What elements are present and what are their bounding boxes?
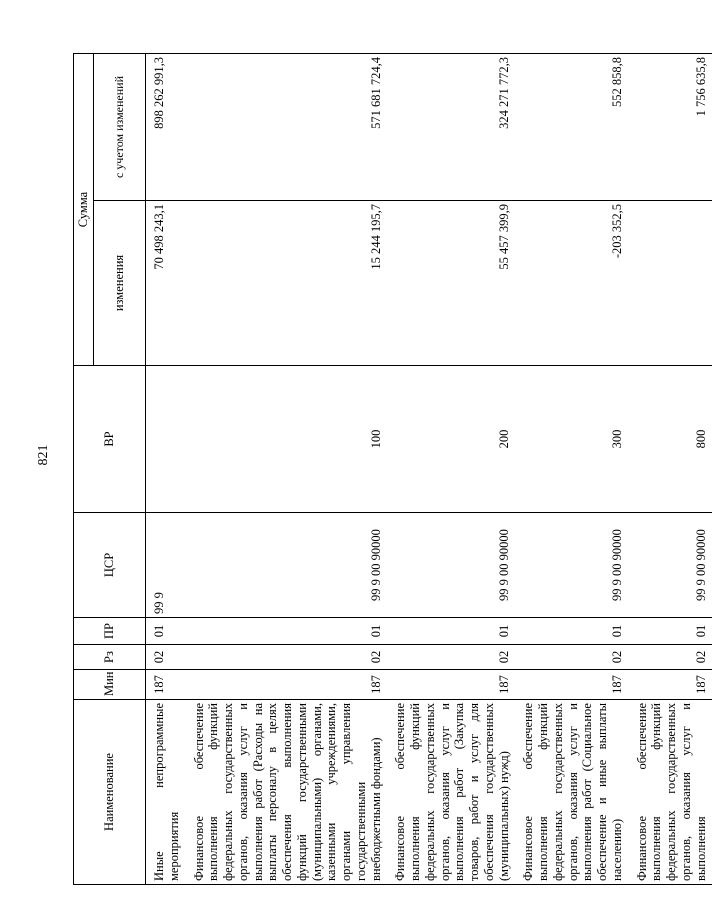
page-number: 821 [36, 444, 51, 466]
row-vr [146, 366, 186, 513]
row-min: 187 [387, 670, 515, 700]
row-with-change: 324 271 772,3 [387, 54, 515, 201]
row-csr: 99 9 [146, 513, 186, 618]
row-pr: 01 [515, 618, 628, 645]
row-change: 70 498 243,1 [146, 201, 186, 366]
rotated-table-container [73, 54, 708, 885]
row-name: Финансовое обеспечение выполнения функций федеральных государственных органов, оказания услуг и выполнения работ (Закупка товаров, работ и услуг для обеспечения государственных (муниципальных) нужд) [387, 700, 515, 885]
row-with-change: 552 858,8 [515, 54, 628, 201]
table-row [515, 54, 628, 885]
row-rz: 02 [515, 645, 628, 670]
table-row [629, 54, 712, 885]
row-min: 187 [629, 670, 712, 700]
rotated-page [73, 54, 708, 885]
row-csr: 99 9 00 90000 [387, 513, 515, 618]
header-sum: Сумма [74, 54, 94, 366]
header-csr: ЦСР [74, 513, 146, 618]
header-name: Наименование [74, 700, 146, 885]
table-body [146, 54, 712, 885]
row-change [629, 201, 712, 366]
header-pr: ПР [74, 618, 146, 645]
row-pr: 01 [387, 618, 515, 645]
row-vr: 200 [387, 366, 515, 513]
row-name: Иные непрограммные мероприятия [146, 700, 186, 885]
row-pr: 01 [186, 618, 388, 645]
row-change: 15 244 195,7 [186, 201, 388, 366]
header-vr: ВР [74, 366, 146, 513]
row-min: 187 [146, 670, 186, 700]
row-pr: 01 [146, 618, 186, 645]
header-with-change: с учетом изменений [94, 54, 146, 201]
row-min: 187 [186, 670, 388, 700]
row-rz: 02 [629, 645, 712, 670]
row-pr: 01 [629, 618, 712, 645]
header-rz: Рз [74, 645, 146, 670]
row-with-change: 1 756 635,8 [629, 54, 712, 201]
row-vr: 800 [629, 366, 712, 513]
row-change: -203 352,5 [515, 201, 628, 366]
table-row [186, 54, 388, 885]
table-header [74, 54, 146, 885]
header-change: изменения [94, 201, 146, 366]
row-with-change: 898 262 991,3 [146, 54, 186, 201]
row-vr: 100 [186, 366, 388, 513]
row-rz: 02 [146, 645, 186, 670]
row-csr: 99 9 00 90000 [629, 513, 712, 618]
row-name: Финансовое обеспечение выполнения функций федеральных государственных органов, оказания услуг и выполнения работ (Социальное обеспечение и иные выплаты населению) [515, 700, 628, 885]
row-csr: 99 9 00 90000 [515, 513, 628, 618]
row-rz: 02 [186, 645, 388, 670]
table-row [146, 54, 186, 885]
row-with-change: 571 681 724,4 [186, 54, 388, 201]
row-rz: 02 [387, 645, 515, 670]
row-name: Финансовое обеспечение выполнения функций федеральных государственных органов, оказания услуг и выполнения [629, 700, 712, 885]
header-min: Мин [74, 670, 146, 700]
row-min: 187 [515, 670, 628, 700]
row-vr: 300 [515, 366, 628, 513]
row-name: Финансовое обеспечение выполнения функций федеральных государственных органов, оказания услуг и выполнения работ (Расходы на выплаты персоналу в целях обеспечения выполнения функций государственными (муниципальными) органами, казенными учреждениями, органами управления государственными внебюджетными фондами) [186, 700, 388, 885]
row-csr: 99 9 00 90000 [186, 513, 388, 618]
row-change: 55 457 399,9 [387, 201, 515, 366]
table-row [387, 54, 515, 885]
budget-table [73, 53, 712, 885]
